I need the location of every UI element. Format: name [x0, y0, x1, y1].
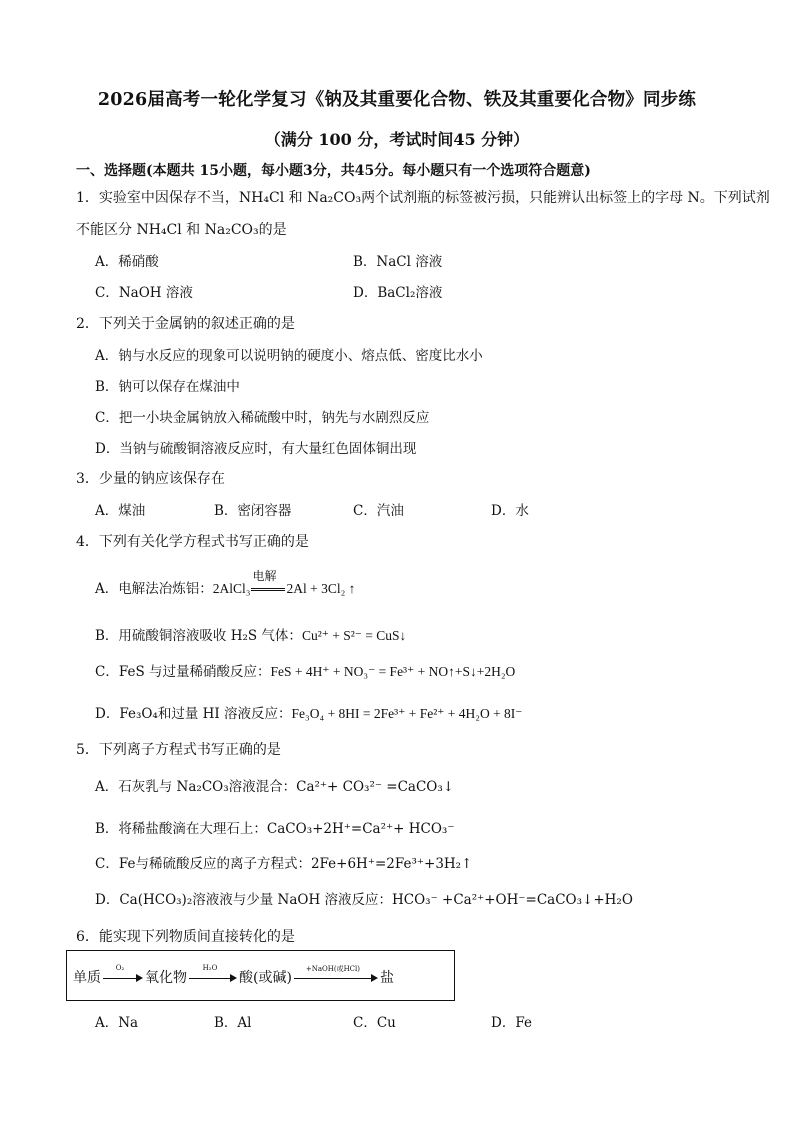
arrow-right-icon: [294, 965, 378, 984]
question-4-option-d: [95, 702, 522, 722]
question-1-option-c: C．NaOH 溶液: [95, 285, 193, 301]
question-2-option-b: B．钠可以保存在煤油中: [95, 379, 240, 395]
question-2-stem: 2．下列关于金属钠的叙述正确的是: [76, 316, 295, 332]
question-4-option-a-product: 2Al + 3Cl₂ ↑: [286, 581, 356, 596]
question-6-option-a: A．Na: [95, 1015, 139, 1031]
electrolysis-label: 电解: [252, 569, 277, 583]
flow-element-acid-or-base: 酸(或碱): [239, 970, 292, 986]
question-4-option-b-equation: Cu²⁺ + S²⁻ = CuS↓: [301, 628, 407, 643]
question-1-stem-continued: 不能区分 NH₄Cl 和 Na₂CO₃的是: [76, 222, 287, 238]
question-4-option-d-equation: Fe₃O₄ + 8HI = 2Fe³⁺ + Fe²⁺ + 4H₂O + 8I⁻: [291, 706, 523, 721]
question-3-stem: 3．少量的钠应该保存在: [76, 471, 225, 487]
question-4-option-c-label: C．FeS 与过量稀硝酸反应：: [95, 664, 271, 680]
question-5-option-b: B．将稀盐酸滴在大理石上：CaCO₃+2H⁺=Ca²⁺+ HCO₃⁻: [95, 821, 455, 837]
section-heading: 一、选择题(本题共 15小题，每小题3分，共45分。每小题只有一个选项符合题意): [76, 163, 591, 179]
question-5-option-c: C．Fe与稀硫酸反应的离子方程式：2Fe+6H⁺=2Fe³⁺+3H₂↑: [95, 856, 473, 872]
question-4-option-b: [95, 624, 406, 644]
arrow-2-label: H₂O: [202, 964, 218, 972]
document-title: 2026届高考一轮化学复习《钠及其重要化合物、铁及其重要化合物》同步练: [97, 90, 697, 110]
arrow-right-icon: [103, 964, 143, 984]
document-subtitle: （满分 100 分，考试时间45 分钟）: [264, 130, 530, 149]
question-4-option-a-label: A．电解法冶炼铝：: [95, 581, 213, 597]
conversion-flow: [73, 964, 394, 987]
question-2-option-d: D．当钠与硫酸铜溶液反应时，有大量红色固体铜出现: [95, 441, 417, 457]
question-6-option-d: D．Fe: [491, 1015, 532, 1031]
question-3-option-b: B．密闭容器: [214, 503, 292, 519]
question-4-option-c-equation: FeS + 4H⁺ + NO₃⁻ = Fe³⁺ + NO↑+S↓+2H₂O: [270, 664, 516, 679]
question-6-option-b: B．Al: [214, 1015, 252, 1031]
question-3-option-d: D．水: [491, 503, 529, 519]
arrow-right-icon: [189, 964, 237, 984]
flow-element-substance: 单质: [73, 970, 101, 986]
question-1-option-b: B．NaCl 溶液: [353, 254, 443, 270]
question-2-option-c: C．把一小块金属钠放入稀硫酸中时，钠先与水剧烈反应: [95, 410, 430, 426]
question-4-stem: 4．下列有关化学方程式书写正确的是: [76, 534, 309, 550]
question-3-option-c: C．汽油: [353, 503, 404, 519]
question-1-option-d: D．BaCl₂溶液: [353, 285, 443, 301]
question-2-option-a: A．钠与水反应的现象可以说明钠的硬度小、熔点低、密度比水小: [95, 348, 483, 364]
question-6-option-c: C．Cu: [353, 1015, 396, 1031]
question-4-option-a-reactant: 2AlCl₃: [212, 581, 251, 596]
electrolysis-condition: [250, 569, 286, 597]
question-4-option-d-label: D．Fe₃O₄和过量 HI 溶液反应：: [95, 706, 292, 722]
question-4-option-b-label: B．用硫酸铜溶液吸收 H₂S 气体：: [95, 628, 302, 644]
question-1-option-a: A．稀硝酸: [95, 254, 159, 270]
question-3-option-a: A．煤油: [95, 503, 146, 519]
question-4-option-c: [95, 660, 515, 680]
question-6-stem: 6．能实现下列物质间直接转化的是: [76, 929, 295, 945]
arrow-3-label: +NaOH(或HCl): [305, 965, 361, 973]
question-4-option-a: [95, 569, 356, 597]
arrow-1-label: O₂: [115, 964, 125, 972]
reaction-bar: [251, 588, 285, 591]
question-1-stem: 1．实验室中因保存不当，NH₄Cl 和 Na₂CO₃两个试剂瓶的标签被污损，只能辨认出标签上的字母 N。下列试剂: [76, 190, 770, 206]
flow-element-oxide: 氧化物: [145, 970, 187, 986]
conversion-flow-box: [66, 950, 455, 1001]
question-5-stem: 5．下列离子方程式书写正确的是: [76, 742, 281, 758]
flow-element-salt: 盐: [379, 970, 394, 986]
question-5-option-a: A．石灰乳与 Na₂CO₃溶液混合：Ca²⁺+ CO₃²⁻ =CaCO₃↓: [95, 779, 455, 795]
question-5-option-d: D．Ca(HCO₃)₂溶液液与少量 NaOH 溶液反应：HCO₃⁻ +Ca²⁺+OH⁻=CaCO₃↓+H₂O: [95, 892, 633, 908]
